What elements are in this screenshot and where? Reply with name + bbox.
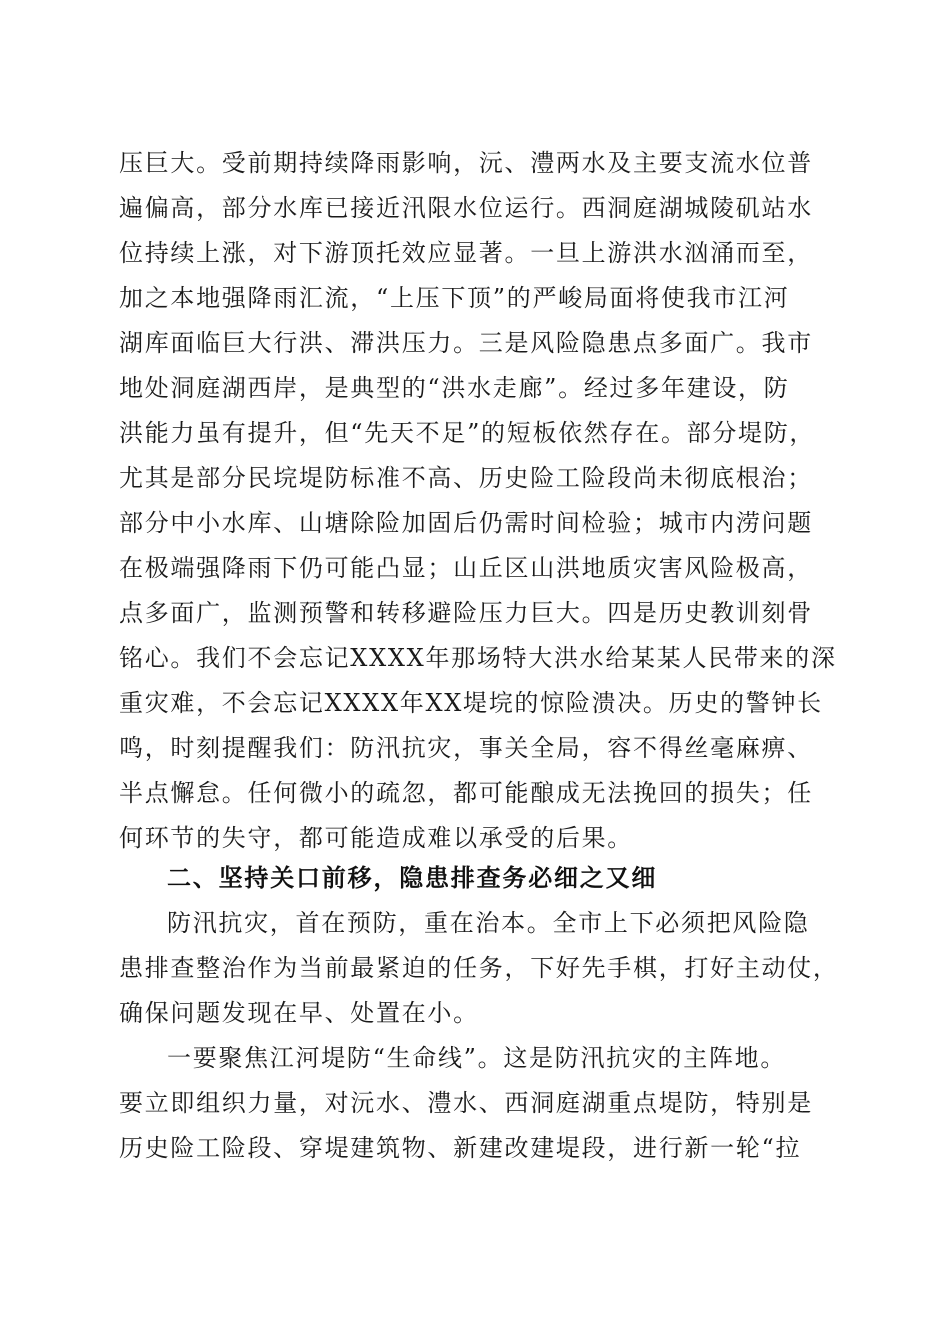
paragraph-line: 何环节的失守，都可能造成难以承受的后果。	[119, 824, 633, 852]
paragraph-line: 洪能力虽有提升，但“先天不足”的短板依然存在。部分堤防，	[119, 419, 816, 447]
paragraph-line: 加之本地强降雨汇流，“上压下顶”的严峻局面将使我市江河	[119, 284, 790, 312]
paragraph-line: 重灾难，不会忘记XXXX年XX堤垸的惊险溃决。历史的警钟长	[119, 689, 823, 717]
paragraph-line: 在极端强降雨下仍可能凸显；山丘区山洪地质灾害风险极高，	[119, 554, 813, 582]
section-heading: 二、坚持关口前移，隐患排查务必细之又细	[167, 864, 658, 892]
paragraph-line: 部分中小水库、山塘除险加固后仍需时间检验；城市内涝问题	[119, 509, 813, 537]
paragraph-line: 铭心。我们不会忘记XXXX年那场特大洪水给某某人民带来的深	[119, 644, 837, 672]
paragraph-line: 一要聚焦江河堤防“生命线”。这是防汛抗灾的主阵地。	[167, 1044, 787, 1072]
paragraph-line: 防汛抗灾，首在预防，重在治本。全市上下必须把风险隐	[167, 909, 810, 937]
paragraph-line: 要立即组织力量，对沅水、澧水、西洞庭湖重点堤防，特别是	[119, 1089, 813, 1117]
paragraph-line: 压巨大。受前期持续降雨影响，沅、澧两水及主要支流水位普	[119, 149, 813, 177]
paragraph-line: 鸣，时刻提醒我们：防汛抗灾，事关全局，容不得丝毫麻痹、	[119, 734, 813, 762]
paragraph-line: 点多面广，监测预警和转移避险压力巨大。四是历史教训刻骨	[119, 599, 813, 627]
paragraph-line: 地处洞庭湖西岸，是典型的“洪水走廊”。经过多年建设，防	[119, 374, 790, 402]
paragraph-line: 患排查整治作为当前最紧迫的任务，下好先手棋，打好主动仗，	[119, 954, 839, 982]
paragraph-line: 确保问题发现在早、处置在小。	[119, 999, 479, 1027]
paragraph-line: 湖库面临巨大行洪、滞洪压力。三是风险隐患点多面广。我市	[119, 329, 813, 357]
paragraph-line: 历史险工险段、穿堤建筑物、新建改建堤段，进行新一轮“拉	[119, 1134, 802, 1162]
paragraph-line: 位持续上涨，对下游顶托效应显著。一旦上游洪水汹涌而至，	[119, 239, 813, 267]
paragraph-line: 遍偏高，部分水库已接近汛限水位运行。西洞庭湖城陵矶站水	[119, 194, 813, 222]
paragraph-line: 尤其是部分民垸堤防标准不高、历史险工险段尚未彻底根治；	[119, 464, 813, 492]
paragraph-line: 半点懈怠。任何微小的疏忽，都可能酿成无法挽回的损失；任	[119, 779, 813, 807]
